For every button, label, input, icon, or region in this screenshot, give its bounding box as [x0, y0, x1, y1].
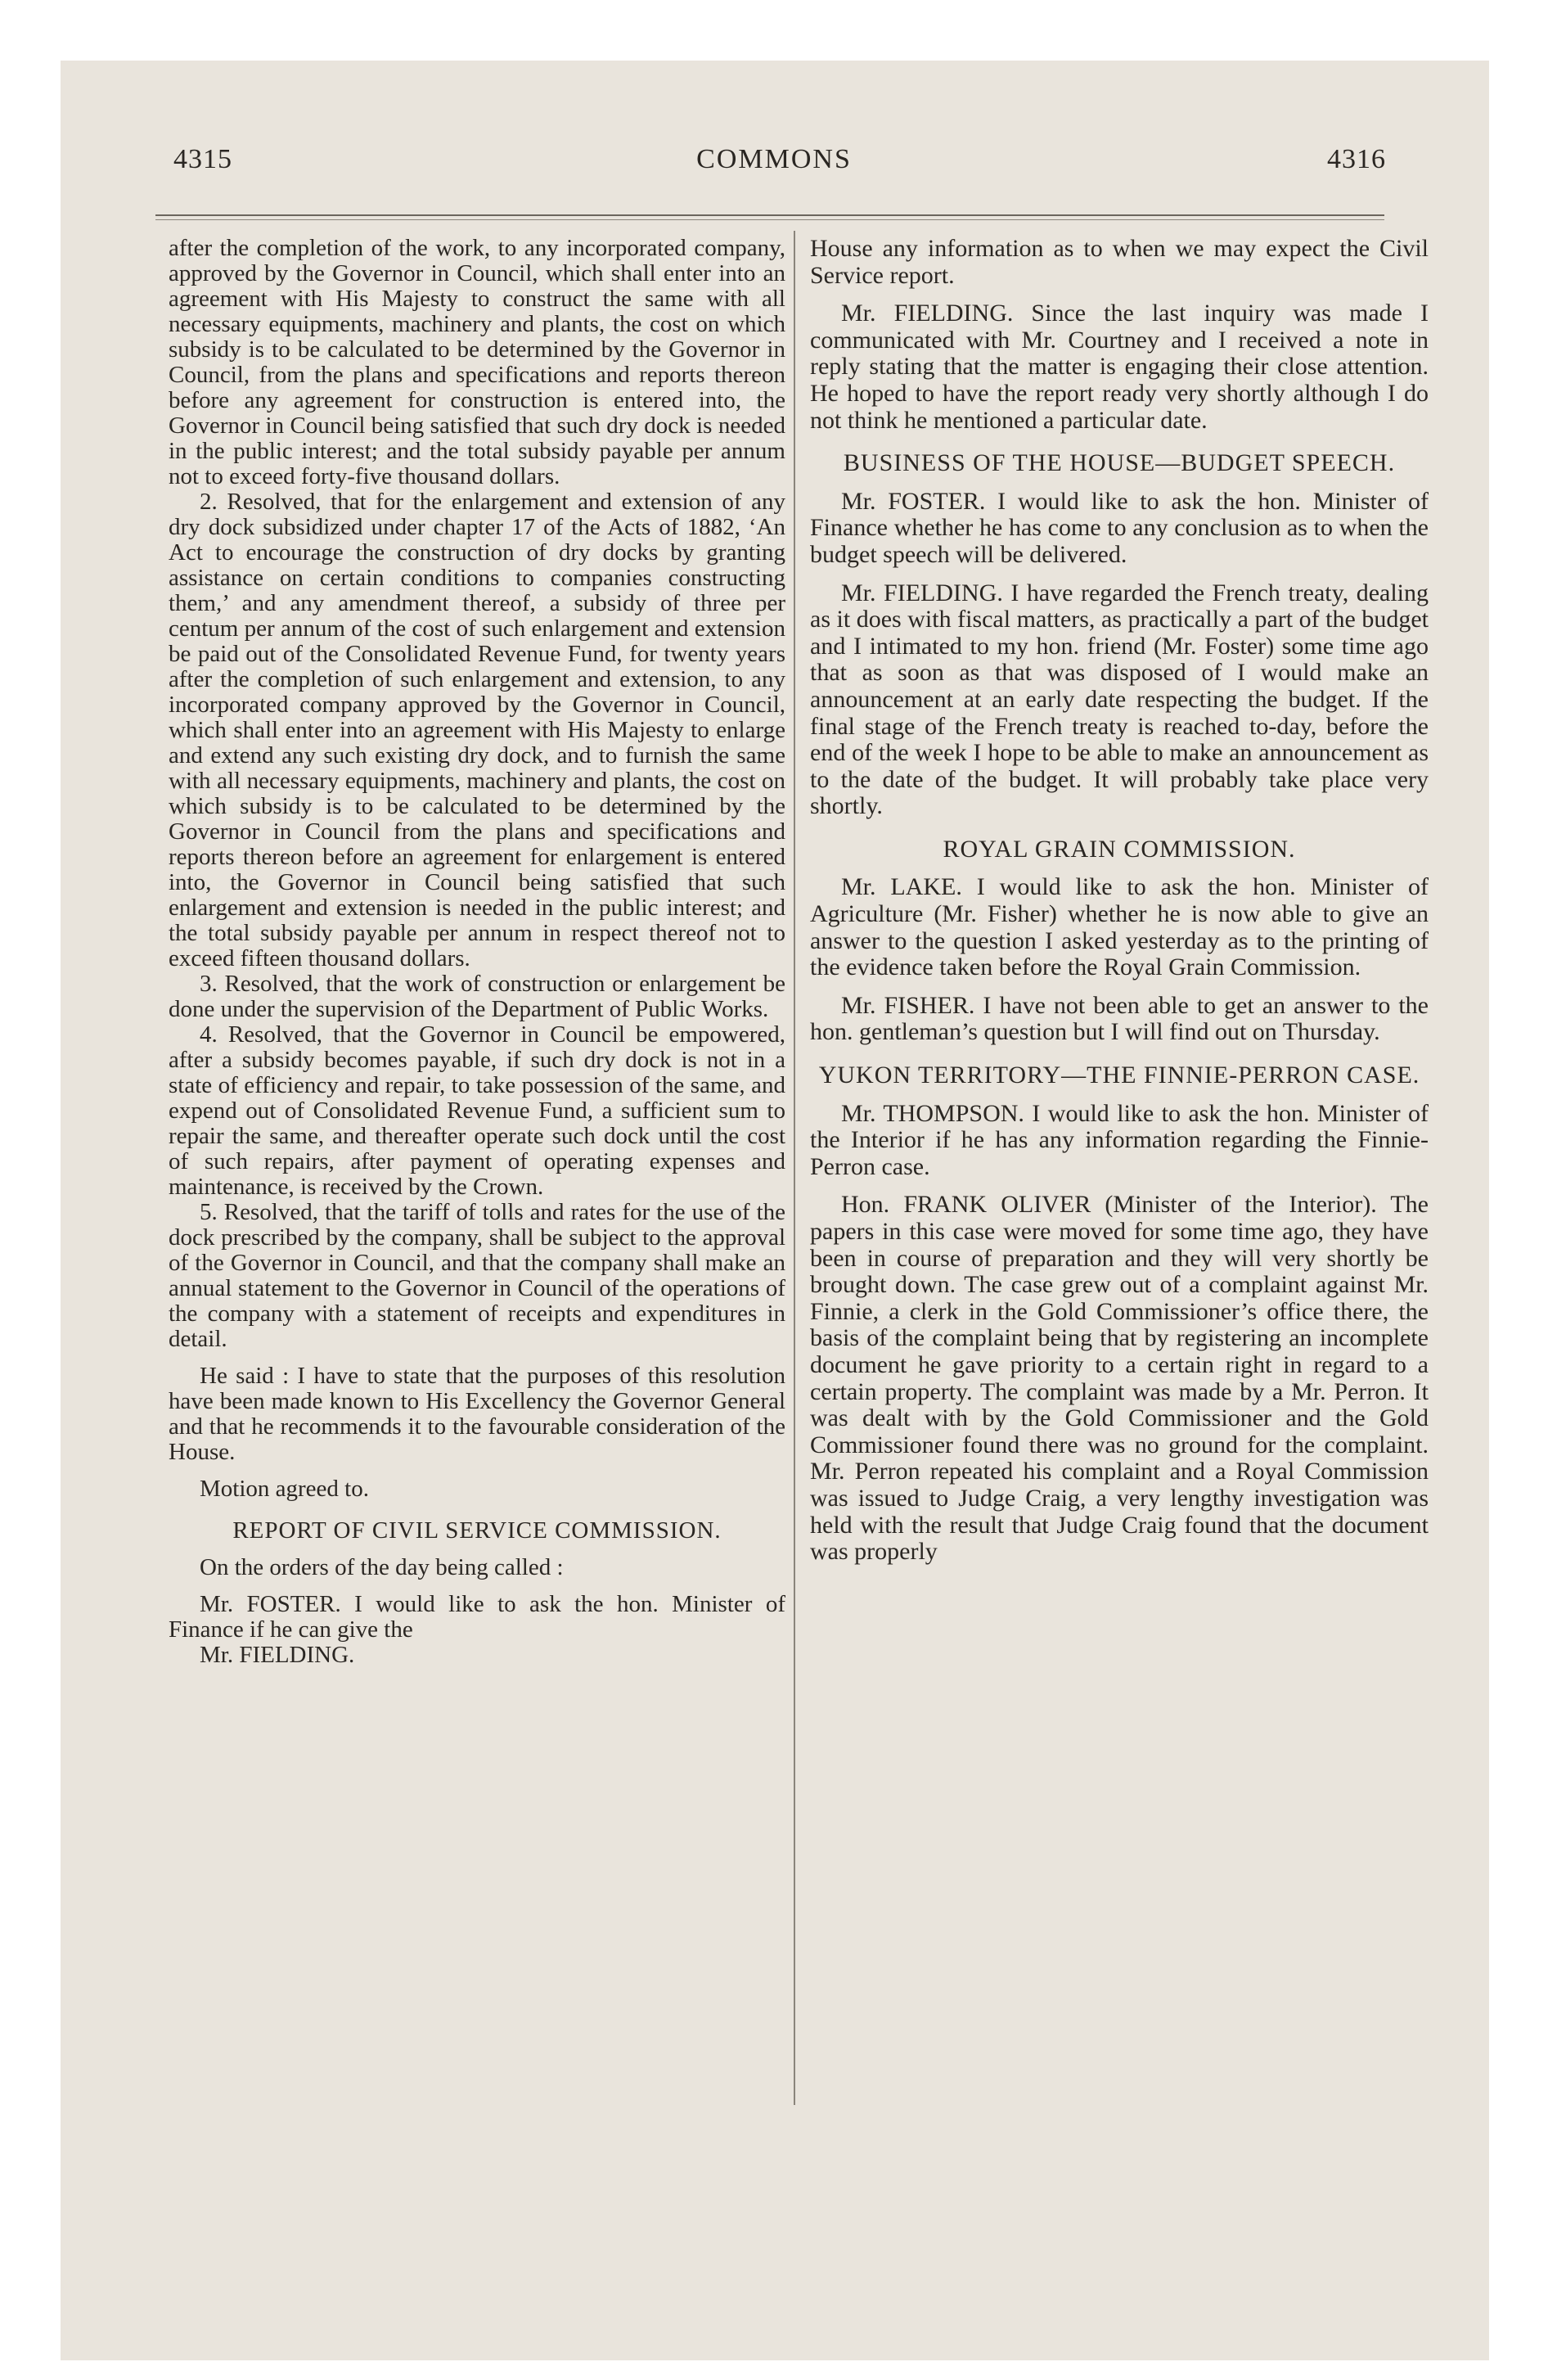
section-heading: BUSINESS OF THE HOUSE—BUDGET SPEECH. [843, 449, 1396, 477]
page-header [116, 144, 1432, 185]
paragraph: Mr. FOSTER. I would like to ask the hon. Minister of Finance if he can give the [169, 1591, 785, 1643]
paragraph: Mr. FIELDING. I have regarded the French treaty, dealing as it does with fiscal matters, as practically a part of the budget and I intimated to my hon. friend (Mr. Foster) some time ago that as soon as that was disposed of I would make an announcement at an early date respecting the budget. If the final stage of the French treaty is reached to-day, before the end of the week I hope to be able to make an announcement as to the date of the budget. It will probably take place very shortly. [810, 579, 1429, 820]
paragraph: Hon. FRANK OLIVER (Minister of the Interior). The papers in this case were moved for some time ago, they have been in course of preparation and they will very shortly be brought down. The case grew out of a complaint against Mr. Finnie, a clerk in the Gold Commissioner’s office there, the basis of the complaint being that by registering an incomplete document he gave priority to a certain right in regard to a certain property. The complaint was made by a Mr. Perron. It was dealt with by the Gold Commissioner and the Gold Commissioner found there was no ground for the complaint. Mr. Perron repeated his complaint and a Royal Commission was issued to Judge Craig, a very lengthy investigation was held with the result that Judge Craig found that the document was properly [810, 1191, 1429, 1566]
paragraph: Motion agreed to. [200, 1476, 369, 1502]
header-rule-thin [155, 219, 1384, 220]
paragraph: Mr. FOSTER. I would like to ask the hon. Minister of Finance whether he has come to any conclusion as to when the budget speech will be delivered. [810, 487, 1429, 568]
page-number-left: 4315 [173, 144, 232, 174]
left-column [169, 236, 785, 2126]
section-heading: ROYAL GRAIN COMMISSION. [943, 835, 1296, 863]
column-divider [794, 231, 795, 2105]
paragraph: Mr. THOMPSON. I would like to ask the hon. Minister of the Interior if he has any information regarding the Finnie-Perron case. [810, 1099, 1429, 1180]
paragraph: Mr. FIELDING. Since the last inquiry was made I communicated with Mr. Courtney and I received a note in reply stating that the matter is engaging their close attention. He hoped to have the report ready very shortly although I do not think he mentioned a particular date. [810, 300, 1429, 434]
resolution-5: 5. Resolved, that the tariff of tolls and rates for the use of the dock prescribed by the company, shall be subject to the approval of the Governor in Council, and that the company shall make an annual statement to the Governor in Council of the operations of the company with a statement of receipts and expenditures in detail. [169, 1199, 785, 1352]
section-heading: REPORT OF CIVIL SERVICE COMMISSION. [232, 1517, 722, 1544]
resolution-3: 3. Resolved, that the work of construction or enlargement be done under the supervision of the Department of Public Works. [169, 971, 785, 1022]
resolution-2: 2. Resolved, that for the enlargement and extension of any dry dock subsidized under chapter 17 of the Acts of 1882, ‘An Act to encourage the construction of dry docks by granting assistance on certain conditions to companies constructing them,’ and any amendment thereof, a subsidy of three per centum per annum of the cost of such enlargement and extension be paid out of the Consolidated Revenue Fund, for twenty years after the completion of such enlargement and extension, to any incorporated company approved by the Governor in Council, which shall enter into an agreement with His Majesty to enlarge and extend any such existing dry dock, and to furnish the same with all necessary equipments, machinery and plants, the cost on which subsidy is to be calculated to be determined by the Governor in Council from the plans and specifications and reports thereon before an agreement for enlargement is entered into, the Governor in Council being satisfied that such enlargement and extension is needed in the public interest; and the total subsidy payable per annum in respect thereof not to exceed fifteen thousand dollars. [169, 489, 785, 971]
right-column [810, 236, 1429, 2126]
paragraph: after the completion of the work, to any incorporated company, approved by the Governor in Council, which shall enter into an agreement with His Majesty to construct the same with all necessary equipments, machinery and plants, the cost on which subsidy is to be calculated to be determined by the Governor in Council, from the plans and specifications and reports thereon before any agreement for construction is entered into, the Governor in Council being satisfied that such dry dock is needed in the public interest; and the total subsidy payable per annum not to exceed forty-five thousand dollars. [169, 236, 785, 489]
speaker-name: Mr. FIELDING. [200, 1642, 355, 1668]
resolution-4: 4. Resolved, that the Governor in Council be empowered, after a subsidy becomes payable, if such dry dock is not in a state of efficiency and repair, to take possession of the same, and expend out of Consolidated Revenue Fund, a sufficient sum to repair the same, and thereafter operate such dock until the cost of such repairs, after payment of operating expenses and maintenance, is received by the Crown. [169, 1021, 785, 1200]
page-title: COMMONS [696, 144, 852, 174]
section-heading: YUKON TERRITORY—THE FINNIE-PERRON CASE. [818, 1062, 1420, 1089]
paragraph: Mr. FISHER. I have not been able to get an answer to the hon. gentleman’s question but I will find out on Thursday. [810, 991, 1429, 1046]
paragraph: Mr. LAKE. I would like to ask the hon. Minister of Agriculture (Mr. Fisher) whether he is now able to give an answer to the question I asked yesterday as to the printing of the evidence taken before the Royal Grain Commission. [810, 873, 1429, 981]
paragraph: He said : I have to state that the purposes of this resolution have been made known to His Excellency the Governor General and that he recommends it to the favourable consideration of the House. [169, 1363, 785, 1465]
page-number-right: 4316 [1327, 144, 1386, 174]
header-rule [155, 214, 1384, 216]
paragraph: House any information as to when we may expect the Civil Service report. [810, 236, 1429, 289]
paragraph: On the orders of the day being called : [200, 1554, 564, 1580]
